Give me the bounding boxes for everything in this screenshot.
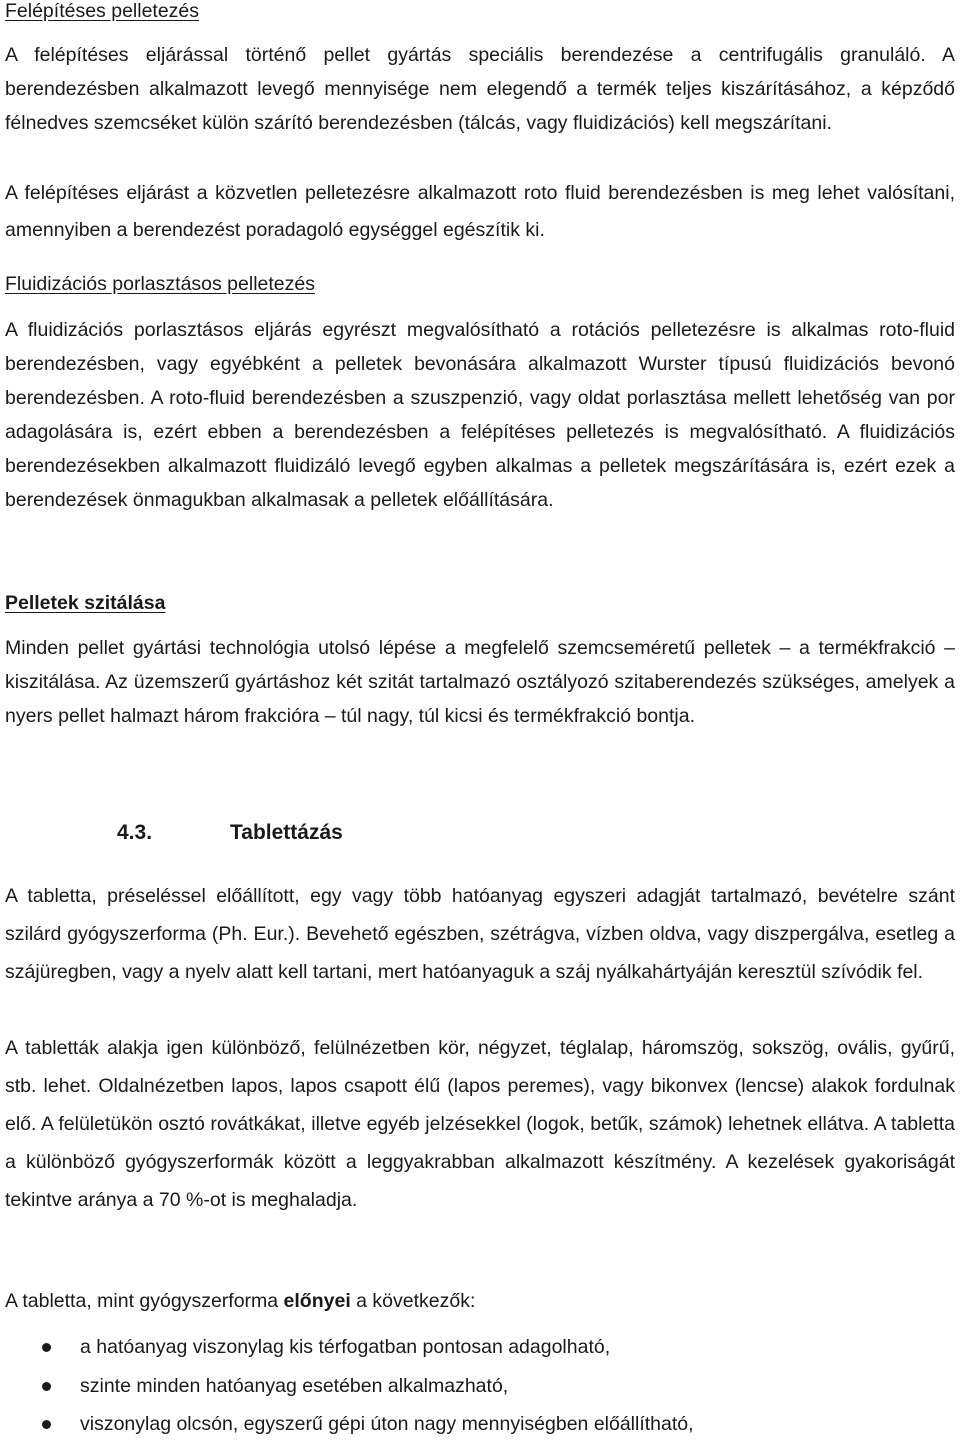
paragraph-tablettazas-2: A tabletták alakja igen különböző, felülnézetben kör, négyzet, téglalap, háromszög, sokszög, ovális, gyűrű, stb. lehet. Oldalnézetben lapos, lapos csapott élű (lapos peremes), vagy bikonvex (lencse) alakok fordulnak elő. A felületükön osztó rovátkákat, illetve egyéb jelzésekkel (logok, betűk, számok) lehetnek ellátva. A tabletta a különböző gyógyszerformák között a leggyakrabban alkalmazott készítmény. A kezelések gyakoriságát tekintve aránya a 70 %-ot is meghaladja. bbox=[5, 1037, 955, 1211]
advantages-intro-text: A tabletta, mint gyógyszerforma bbox=[5, 1290, 284, 1312]
paragraph-fluidizacios-1: A fluidizációs porlasztásos eljárás egyrészt megvalósítható a rotációs pelletezésre is alkalmas roto-fluid berendezésben, vagy egyébként a pelletek bevonására alkalmazott Wurster típusú fluidizációs bevonó berendezésben. A roto-fluid berendezésben a szuszpenzió, vagy oldat porlasztása mellett lehetőség van por adagolására is, ezért ebben a berendezésben a felépítéses pelletezés is megvalósítható. A fluidizációs berendezésekben alkalmazott fluidizáló levegő egyben alkalmas a pelletek megszárítására is, ezért ezek a berendezések önmagukban alkalmasak a pelletek előállítására. bbox=[5, 319, 955, 511]
list-item-text: a hatóanyag viszonylag kis térfogatban pontosan adagolható, bbox=[80, 1336, 611, 1358]
paragraph-felepiteses-2: A felépítéses eljárást a közvetlen pelletezésre alkalmazott roto fluid berendezésben is meg lehet valósítani, amennyiben a berendezést poradagoló egységgel egészítik ki. bbox=[5, 182, 955, 241]
advantages-keyword: előnyei bbox=[283, 1290, 351, 1312]
list-item bbox=[5, 1405, 955, 1444]
list-item bbox=[5, 1367, 955, 1406]
list-item bbox=[5, 1328, 955, 1367]
section-title-szitalas: Pelletek szitálása bbox=[5, 592, 166, 614]
bullet-icon bbox=[42, 1420, 51, 1429]
advantages-intro-tail: a következők: bbox=[350, 1290, 476, 1312]
paragraph-tablettazas-1: A tabletta, préseléssel előállított, egy vagy több hatóanyag egyszeri adagját tartalmazó, bevételre szánt szilárd gyógyszerforma (Ph. Eur.). Bevehető egészben, szétrágva, vízben oldva, vagy diszpergálva, esetleg a szájüregben, vagy a nyelv alatt kell tartani, mert hatóanyaguk a száj nyálkahártyáján keresztül szívódik fel. bbox=[5, 885, 955, 983]
chapter-number: 4.3. bbox=[117, 821, 153, 844]
advantages-list bbox=[5, 1328, 955, 1444]
bullet-icon bbox=[42, 1343, 51, 1352]
paragraph-tablettazas-3 bbox=[5, 1282, 955, 1320]
list-item-text: viszonylag olcsón, egyszerű gépi úton nagy mennyiségben előállítható, bbox=[80, 1413, 694, 1435]
list-item-text: szinte minden hatóanyag esetében alkalmazható, bbox=[80, 1374, 509, 1397]
section-title-fluidizacios: Fluidizációs porlasztásos pelletezés bbox=[5, 273, 315, 295]
bullet-icon bbox=[42, 1382, 51, 1391]
section-title-felepiteses: Felépítéses pelletezés bbox=[5, 0, 200, 22]
paragraph-felepiteses-1: A felépítéses eljárással történő pellet gyártás speciális berendezése a centrifugális granuláló. A berendezésben alkalmazott levegő mennyisége nem elegendő a termék teljes kiszárításához, a képződő félnedves szemcséket külön szárító berendezésben (tálcás, vagy fluidizációs) kell megszárítani. bbox=[5, 44, 955, 134]
chapter-title: Tablettázás bbox=[230, 821, 343, 844]
paragraph-szitalas-1: Minden pellet gyártási technológia utolsó lépése a megfelelő szemcseméretű pelletek – a termékfrakció – kiszitálása. Az üzemszerű gyártáshoz két szitát tartalmazó osztályozó szitaberendezés szükséges, amelyek a nyers pellet halmazt három frakcióra – túl nagy, túl kicsi és termékfrakció bontja. bbox=[5, 637, 955, 727]
